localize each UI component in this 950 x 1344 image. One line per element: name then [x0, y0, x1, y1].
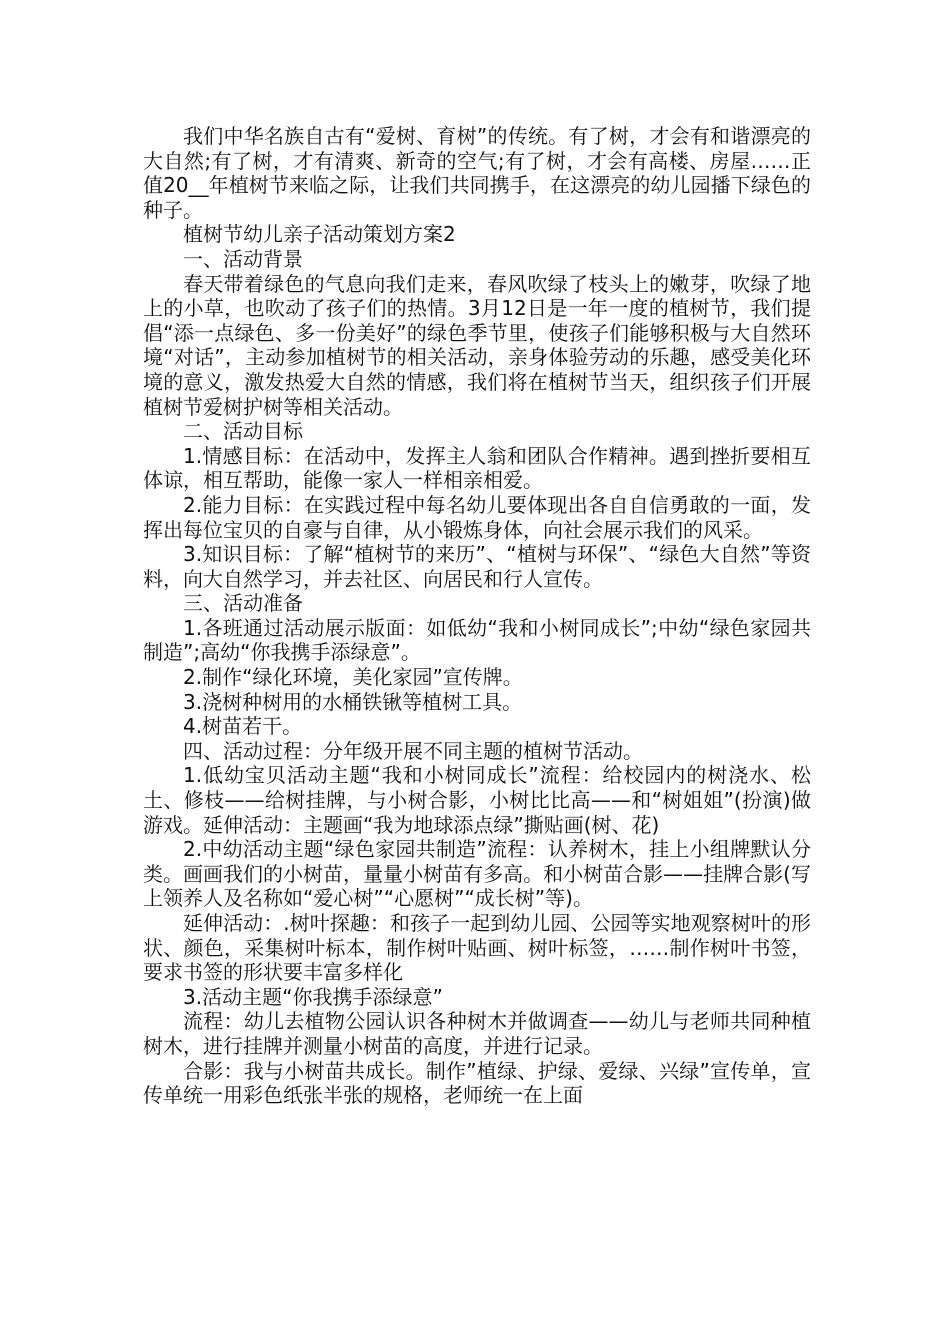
paragraph-prep-2: 2.制作“绿化环境，美化家园”宣传牌。: [183, 665, 523, 690]
paragraph-background: 春天带着绿色的气息向我们走来，春风吹绿了枝头上的嫩芽，吹绿了地上的小草，也吹动了孩子们的热情。3月12日是一年一度的植树节，我们提倡“添一点绿色、多一份美好”的绿色季节里，使孩子们能够积极与大自然环境“对话”，主动参加植树节的相关活动，亲身体验劳动的乐趣，感受美化环境的意义，激发热爱大自然的情感，我们将在植树节当天，组织孩子们开展植树节爱树护树等相关活动。: [143, 271, 811, 419]
paragraph-goal-ability: 2.能力目标：在实践过程中每名幼儿要体现出各自自信勇敢的一面，发挥出每位宝贝的自豪与自律，从小锻炼身体，向社会展示我们的风采。: [143, 492, 811, 542]
paragraph-flow: 流程：幼儿去植物公园认识各种树木并做调查——幼儿与老师共同种植树木，进行挂牌并测量小树苗的高度，并进行记录。: [143, 1009, 811, 1058]
paragraph-prep-3: 3.浇树种树用的水桶铁锹等植树工具。: [183, 689, 523, 714]
paragraph-prep-4: 4.树苗若干。: [183, 714, 303, 739]
paragraph-process-1: 1.低幼宝贝活动主题“我和小树同成长”流程：给校园内的树浇水、松土、修枝——给树挂牌，与小树合影，小树比比高——和“树姐姐”(扮演)做游戏。延伸活动：主题画“我为地球添点绿”撕贴画(树、花): [143, 763, 811, 837]
paragraph-extension: 延伸活动：.树叶探趣：和孩子一起到幼儿园、公园等实地观察树叶的形状、颜色，采集树叶标本，制作树叶贴画、树叶标签，……制作树叶书签，要求书签的形状要丰富多样化: [143, 911, 811, 985]
heading-process: 四、活动过程：分年级开展不同主题的植树节活动。: [183, 738, 643, 763]
paragraph-prep-1: 1.各班通过活动展示版面：如低幼“我和小树同成长”;中幼“绿色家园共制造”;高幼“你我携手添绿意”。: [143, 615, 811, 665]
heading-background: 一、活动背景: [183, 246, 303, 271]
section-title: 植树节幼儿亲子活动策划方案2: [183, 222, 456, 247]
document-body: [143, 124, 811, 1108]
paragraph-goal-knowledge: 3.知识目标：了解“植树节的来历”、“植树与环保”、“绿色大自然”等资料，向大自然学习，并去社区、向居民和行人宣传。: [143, 542, 811, 591]
paragraph-process-3: 3.活动主题“你我携手添绿意”: [183, 984, 443, 1009]
heading-preparation: 三、活动准备: [183, 591, 303, 616]
paragraph-intro: 我们中华名族自古有“爱树、育树”的传统。有了树，才会有和谐漂亮的大自然;有了树，才有清爽、新奇的空气;有了树，才会有高楼、房屋……正值20__年植树节来临之际，让我们共同携手，在这漂亮的幼儿园播下绿色的种子。: [143, 124, 811, 222]
paragraph-photo: 合影：我与小树苗共成长。制作”植绿、护绿、爱绿、兴绿”宣传单，宣传单统一用彩色纸张半张的规格，老师统一在上面: [143, 1058, 811, 1108]
paragraph-process-2: 2.中幼活动主题“绿色家园共制造”流程：认养树木，挂上小组牌默认分类。画画我们的小树苗，量量小树苗有多高。和小树苗合影——挂牌合影(写上领养人及名称如“爱心树”“心愿树”“成长树”等)。: [143, 837, 811, 911]
paragraph-goal-emotion: 1.情感目标：在活动中，发挥主人翁和团队合作精神。遇到挫折要相互体谅，相互帮助，能像一家人一样相亲相爱。: [143, 443, 811, 493]
heading-goals: 二、活动目标: [183, 419, 303, 444]
